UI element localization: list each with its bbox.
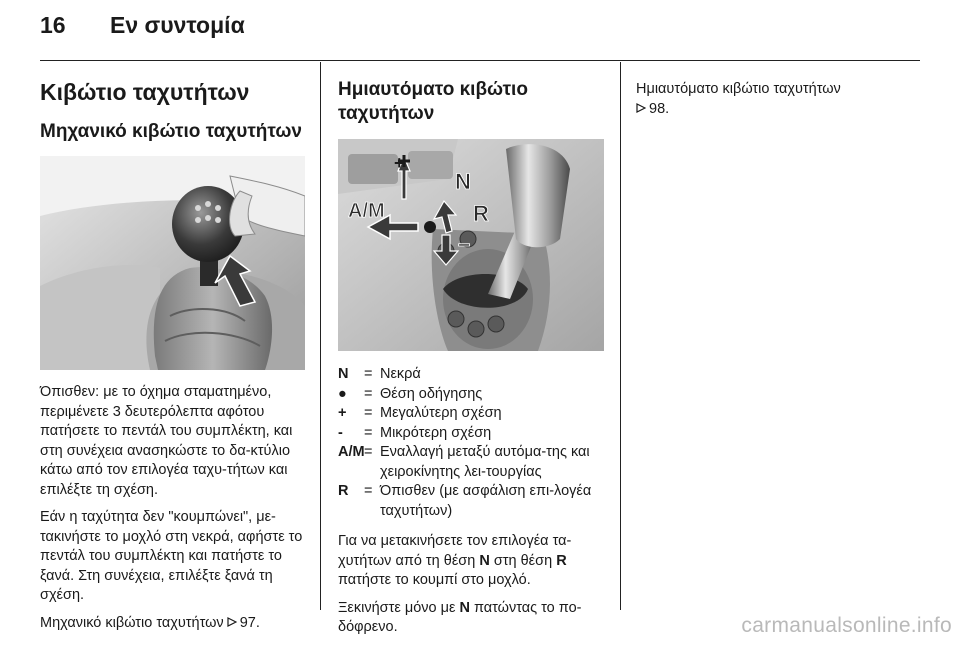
page-header xyxy=(40,12,245,39)
legend-key: R xyxy=(338,483,349,499)
legend-equals: = xyxy=(364,366,373,382)
bold-n: N xyxy=(459,599,470,616)
gear-not-engaging-paragraph: Εάν η ταχύτητα δεν "κουμπώνει", με-τακινήστε το μοχλό στη νεκρά, αφήστε το πεντάλ του συμπλέκτη και πατήστε το ξανά. Στη συνέχεια, επιλέξτε ξανά τη σχέση. xyxy=(40,509,303,603)
legend-list xyxy=(338,365,604,521)
legend-equals: = xyxy=(364,483,373,499)
start-only-paragraph xyxy=(338,599,604,638)
legend-key: - xyxy=(338,424,343,441)
legend-equals: = xyxy=(364,385,373,402)
text-run: στη θέση xyxy=(489,552,557,569)
legend-value: Νεκρά xyxy=(380,366,421,382)
semiautomatic-gearbox-illustration xyxy=(338,139,604,351)
legend-row xyxy=(338,365,604,385)
chapter-title: Εν συντομία xyxy=(110,12,245,38)
figure-label-r: R xyxy=(473,201,489,226)
column-divider xyxy=(620,62,621,610)
legend-row xyxy=(338,424,604,444)
semiautomatic-selector-image xyxy=(338,139,604,351)
legend-equals: = xyxy=(364,424,373,441)
column-manual-gearbox xyxy=(40,64,305,641)
column-semiautomatic-gearbox xyxy=(338,64,604,646)
legend-equals: = xyxy=(364,444,373,460)
reference-page[interactable]: 98. xyxy=(649,100,670,117)
legend-key: + xyxy=(338,405,347,421)
reference-text: Ημιαυτόματο κιβώτιο ταχυτήτων xyxy=(636,81,841,97)
legend-key: N xyxy=(338,366,349,382)
header-rule xyxy=(40,60,920,61)
legend-value: Εναλλαγή μεταξύ αυτόμα-της και χειροκίνητης λει-τουργίας xyxy=(380,444,590,480)
legend-value: Όπισθεν (με ασφάλιση επι-λογέα ταχυτήτων) xyxy=(380,483,592,519)
bold-n: N xyxy=(479,552,490,569)
subsection-heading: Ημιαυτόματο κιβώτιο ταχυτήτων xyxy=(338,79,528,124)
page-reference-icon xyxy=(636,103,646,113)
legend-key: A/M xyxy=(338,444,365,460)
text-run: Ξεκινήστε μόνο με xyxy=(338,599,460,616)
manual-gear-lever-image xyxy=(40,156,305,370)
legend-value: Μικρότερη σχέση xyxy=(380,424,492,441)
section-heading: Κιβώτιο ταχυτήτων xyxy=(40,79,250,105)
text-run: Για να μετακινήσετε τον επιλογέα τα-χυτήτων από τη θέση xyxy=(338,533,572,569)
manual-gearbox-illustration xyxy=(40,156,305,370)
legend-equals: = xyxy=(364,405,373,421)
page-number: 16 xyxy=(40,12,66,38)
column-reference xyxy=(636,64,918,127)
legend-row xyxy=(338,482,604,521)
legend-row xyxy=(338,443,604,482)
figure-label-n: N xyxy=(455,169,471,194)
reverse-gear-paragraph: Όπισθεν: με το όχημα σταματημένο, περιμένετε 3 δευτερόλεπτα αφότου πατήσετε το πεντάλ του συμπλέκτη, και στη συνέχεια ανασηκώστε το δα-κτύλιο κάτω από τον επιλογέα ταχυ-τήτων και επιλέξτε τη σχέση. xyxy=(40,384,293,498)
legend-row xyxy=(338,385,604,405)
figure-label-minus: – xyxy=(458,231,471,256)
legend-row xyxy=(338,404,604,424)
reference-text: Μηχανικό κιβώτιο ταχυτήτων xyxy=(40,614,224,631)
text-run: πατώντας το πο-δόφρενο. xyxy=(338,599,582,635)
legend-value: Μεγαλύτερη σχέση xyxy=(380,405,502,421)
text-run: πατήστε το κουμπί στο μοχλό. xyxy=(338,572,531,588)
watermark: carmanualsonline.info xyxy=(741,614,952,637)
legend-key: ● xyxy=(338,385,347,402)
selector-move-paragraph xyxy=(338,532,604,591)
figure-label-plus: + xyxy=(394,153,405,173)
bold-r: R xyxy=(556,552,567,569)
reference-page[interactable]: 97. xyxy=(239,614,260,631)
page-reference-icon xyxy=(227,617,237,627)
figure-label-am: A/M xyxy=(348,200,385,222)
subsection-heading: Μηχανικό κιβώτιο ταχυτήτων xyxy=(40,121,302,142)
column-divider xyxy=(320,62,321,610)
manual-gearbox-reference xyxy=(40,614,305,634)
semiautomatic-reference xyxy=(636,80,918,119)
legend-value: Θέση οδήγησης xyxy=(380,385,483,402)
